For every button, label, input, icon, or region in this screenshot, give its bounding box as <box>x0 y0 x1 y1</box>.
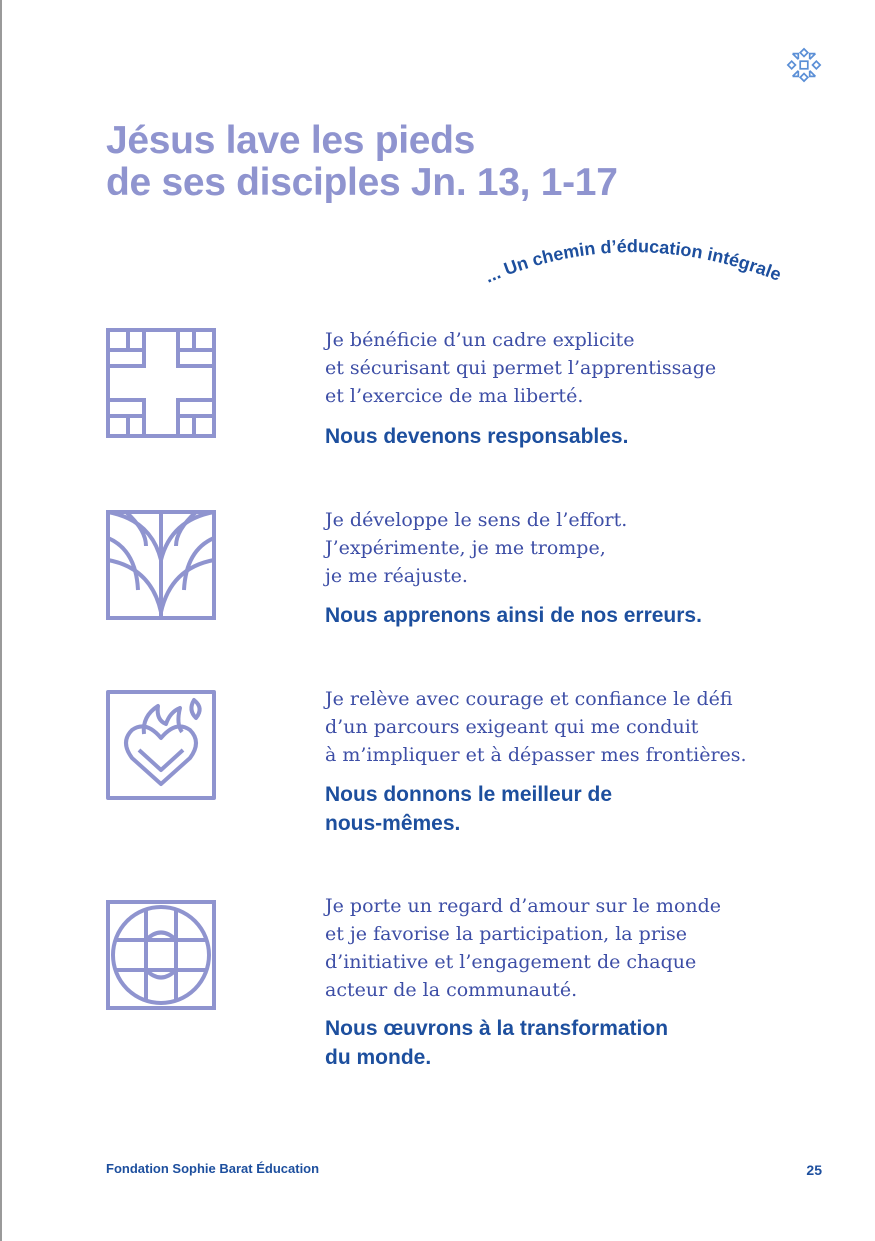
item-3-line-2: d’un parcours exigeant qui me conduit <box>325 716 699 738</box>
item-2-bold-line-1: Nous apprenons ainsi de nos erreurs. <box>325 604 702 627</box>
page-title <box>106 120 806 204</box>
cross-grid-icon <box>106 328 216 438</box>
page-number: 25 <box>806 1162 822 1178</box>
item-1-conclusion <box>325 422 825 451</box>
item-2-text <box>325 506 825 590</box>
item-4-bold-line-1: Nous œuvrons à la transformation <box>325 1017 669 1040</box>
tagline-text: ... Un chemin d’éducation intégrale <box>481 236 785 287</box>
item-3-line-3: à m’impliquer et à dépasser mes frontières. <box>325 744 747 766</box>
leaf-plant-icon <box>106 510 216 620</box>
title-line-1: Jésus lave les pieds <box>106 119 476 162</box>
item-4-line-3: d’initiative et l’engagement de chaque <box>325 951 697 973</box>
item-3-line-1: Je relève avec courage et confiance le défi <box>325 688 733 710</box>
flaming-heart-icon <box>106 690 216 800</box>
item-4-line-1: Je porte un regard d’amour sur le monde <box>325 895 722 917</box>
item-4-bold-line-2: du monde. <box>325 1046 432 1069</box>
item-3-bold-line-1: Nous donnons le meilleur de <box>325 783 613 806</box>
item-3-bold-line-2: nous-mêmes. <box>325 812 461 835</box>
svg-text:... Un chemin d’éducation inté <box>482 236 784 287</box>
item-4-line-4: acteur de la communauté. <box>325 979 578 1001</box>
globe-grid-icon <box>106 900 216 1010</box>
item-2-line-2: J’expérimente, je me trompe, <box>325 537 606 559</box>
page-edge <box>0 0 2 1241</box>
item-1-line-1: Je bénéficie d’un cadre explicite <box>325 329 635 351</box>
item-4-text <box>325 892 825 1004</box>
tagline-arc <box>470 225 840 325</box>
item-2-line-1: Je développe le sens de l’effort. <box>325 509 628 531</box>
item-3-conclusion <box>325 780 825 838</box>
footer-organization: Fondation Sophie Barat Éducation <box>106 1161 320 1176</box>
item-1-line-3: et l’exercice de ma liberté. <box>325 385 584 407</box>
item-4-conclusion <box>325 1014 825 1072</box>
item-1-line-2: et sécurisant qui permet l’apprentissage <box>325 357 717 379</box>
item-1-bold-line-1: Nous devenons responsables. <box>325 425 629 448</box>
item-2-line-3: je me réajuste. <box>325 565 468 587</box>
foundation-logo-icon <box>785 46 823 84</box>
item-2-conclusion <box>325 601 825 630</box>
item-4-line-2: et je favorise la participation, la prise <box>325 923 687 945</box>
title-line-2: de ses disciples Jn. 13, 1-17 <box>106 161 618 204</box>
item-3-text <box>325 685 825 769</box>
item-1-text <box>325 326 825 410</box>
